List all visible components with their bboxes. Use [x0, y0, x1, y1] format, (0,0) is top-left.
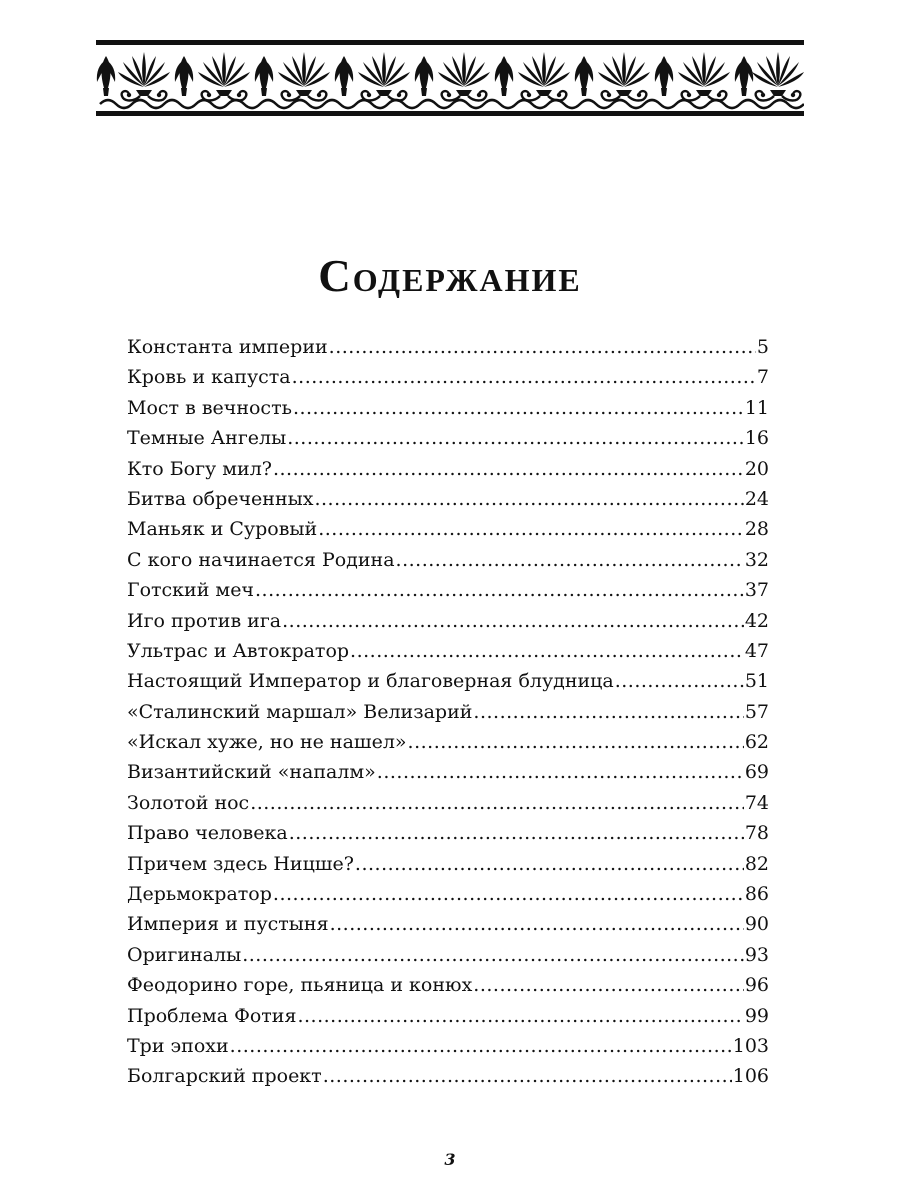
toc-entry: [127, 727, 769, 757]
toc-entry-page: 42: [744, 609, 769, 632]
toc-entry: [127, 545, 769, 575]
toc-entry-page: 74: [744, 791, 769, 814]
toc-entry-title: Кто Богу мил?: [127, 457, 272, 480]
toc-entry-page: 20: [744, 457, 769, 480]
toc-leader-dots: [473, 697, 743, 727]
toc-entry-page: 16: [744, 427, 769, 450]
toc-leader-dots: [297, 1001, 743, 1031]
toc-entry: [127, 818, 769, 848]
toc-entry-page: 28: [744, 518, 769, 541]
toc-leader-dots: [408, 727, 744, 757]
toc-entry-title: Империя и пустыня: [127, 913, 329, 936]
toc-leader-dots: [230, 1031, 732, 1061]
toc-entry: [127, 636, 769, 666]
toc-entry: [127, 757, 769, 787]
toc-leader-dots: [273, 454, 744, 484]
toc-entry: [127, 940, 769, 970]
toc-entry-title: Темные Ангелы: [127, 427, 287, 450]
toc-entry-page: 47: [744, 639, 769, 662]
toc-entry-title: Три эпохи: [127, 1034, 229, 1057]
toc-entry: [127, 1001, 769, 1031]
toc-entry: [127, 970, 769, 1000]
toc-entry-page: 86: [744, 883, 769, 906]
toc-entry-page: 57: [744, 700, 769, 723]
toc-leader-dots: [293, 393, 744, 423]
toc-entry-page: 106: [732, 1065, 769, 1088]
toc-leader-dots: [292, 362, 756, 392]
toc-entry-title: Феодорино горе, пьяница и конюх: [127, 974, 473, 997]
toc-leader-dots: [396, 545, 744, 575]
toc-leader-dots: [355, 849, 744, 879]
toc-leader-dots: [350, 636, 744, 666]
toc-leader-dots: [273, 879, 744, 909]
toc-entry-title: Болгарский проект: [127, 1065, 322, 1088]
toc-entry: [127, 788, 769, 818]
page-number: 3: [444, 1150, 456, 1169]
toc-entry: [127, 454, 769, 484]
toc-entry: [127, 575, 769, 605]
toc-entry-title: Иго против ига: [127, 609, 282, 632]
toc-entry-page: 93: [744, 943, 769, 966]
toc-entry: [127, 1031, 769, 1061]
toc-entry: [127, 332, 769, 362]
toc-entry-title: Ультрас и Автократор: [127, 639, 350, 662]
toc-leader-dots: [330, 909, 744, 939]
toc-entry-page: 90: [744, 913, 769, 936]
toc-entry: [127, 666, 769, 696]
toc-entry-title: Золотой нос: [127, 791, 250, 814]
toc-entry-page: 7: [756, 366, 769, 389]
toc-leader-dots: [323, 1061, 732, 1091]
toc-entry-title: «Сталинский маршал» Велизарий: [127, 700, 473, 723]
toc-entry-page: 96: [744, 974, 769, 997]
toc-leader-dots: [314, 484, 743, 514]
toc-leader-dots: [282, 606, 744, 636]
toc-entry-title: Проблема Фотия: [127, 1004, 297, 1027]
toc-entry-page: 37: [744, 579, 769, 602]
toc-entry: [127, 606, 769, 636]
toc-entry-page: 51: [744, 670, 769, 693]
toc-entry-title: Причем здесь Ницше?: [127, 852, 354, 875]
toc-entry-page: 82: [744, 852, 769, 875]
toc-entry: [127, 879, 769, 909]
toc-entry-page: 5: [756, 336, 769, 358]
toc-entry-page: 62: [744, 731, 769, 754]
toc-entry-title: «Искал хуже, но не нашел»: [127, 731, 407, 754]
toc-entry-page: 69: [744, 761, 769, 784]
page-title: Содержание: [318, 251, 582, 301]
toc-entry: [127, 849, 769, 879]
toc-entry-page: 11: [744, 396, 769, 419]
toc-leader-dots: [289, 818, 744, 848]
toc-entry-title: Константа империи: [127, 336, 328, 358]
toc-leader-dots: [473, 970, 744, 1000]
toc-entry-title: Право человека: [127, 822, 288, 845]
toc-entry-title: Кровь и капуста: [127, 366, 291, 389]
toc-entry-page: 24: [744, 487, 769, 510]
toc-entry-title: Дерьмократор: [127, 883, 272, 906]
toc-entry: [127, 423, 769, 453]
toc-entry-title: Готский меч: [127, 579, 254, 602]
toc-entry-title: Оригиналы: [127, 943, 242, 966]
toc-entry-title: С кого начинается Родина: [127, 548, 395, 571]
toc-leader-dots: [242, 940, 744, 970]
toc-entry-page: 32: [744, 548, 769, 571]
toc-entry: [127, 393, 769, 423]
toc-entry-title: Настоящий Император и благоверная блудница: [127, 670, 614, 693]
toc-entry-title: Византийский «напалм»: [127, 761, 376, 784]
toc-leader-dots: [287, 423, 744, 453]
toc-entry: [127, 362, 769, 392]
toc-entry: [127, 484, 769, 514]
toc-entry: [127, 1061, 769, 1091]
toc-entry-page: 78: [744, 822, 769, 845]
toc-entry-title: Битва обреченных: [127, 487, 314, 510]
toc-entry-title: Мост в вечность: [127, 396, 292, 419]
toc-entry: [127, 697, 769, 727]
toc-entry-title: Маньяк и Суровый: [127, 518, 318, 541]
toc-entry: [127, 909, 769, 939]
toc-leader-dots: [329, 332, 756, 362]
toc-leader-dots: [250, 788, 744, 818]
toc-entry: [127, 514, 769, 544]
toc-entry-page: 99: [744, 1004, 769, 1027]
palmette-ornament-icon: [96, 40, 804, 116]
table-of-contents: [127, 332, 769, 1092]
toc-leader-dots: [377, 757, 744, 787]
toc-leader-dots: [615, 666, 744, 696]
toc-leader-dots: [255, 575, 744, 605]
toc-entry-page: 103: [732, 1034, 769, 1057]
toc-leader-dots: [318, 514, 744, 544]
